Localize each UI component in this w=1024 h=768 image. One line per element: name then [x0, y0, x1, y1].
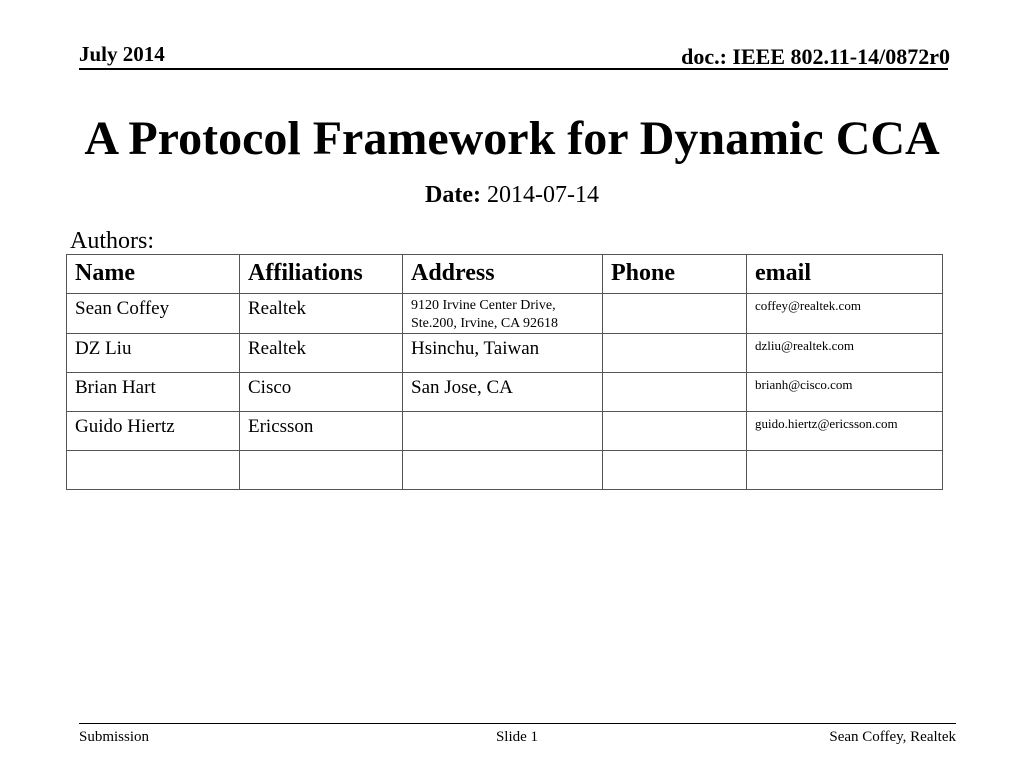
author-name: Guido Hiertz	[67, 412, 240, 451]
authors-label: Authors:	[70, 228, 154, 254]
slide-title: A Protocol Framework for Dynamic CCA	[84, 112, 940, 165]
table-row	[67, 334, 943, 373]
date-line	[0, 180, 1024, 210]
address-line-2: Ste.200, Irvine, CA 92618	[411, 316, 558, 331]
author-affiliation: Realtek	[240, 294, 403, 334]
author-name: Brian Hart	[67, 373, 240, 412]
table-row	[67, 451, 943, 490]
header-date: July 2014	[79, 42, 165, 66]
footer-author: Sean Coffey, Realtek	[829, 729, 956, 745]
table-row	[67, 373, 943, 412]
author-email: coffey@realtek.com	[747, 294, 943, 334]
header-divider	[79, 68, 948, 70]
header-doc-id: doc.: IEEE 802.11-14/0872r0	[681, 44, 950, 69]
column-header-address: Address	[403, 255, 603, 294]
column-header-affiliations: Affiliations	[240, 255, 403, 294]
author-affiliation: Realtek	[240, 334, 403, 373]
author-affiliation: Cisco	[240, 373, 403, 412]
address-line-1: 9120 Irvine Center Drive,	[411, 298, 556, 313]
table-row	[67, 294, 943, 334]
column-header-email: email	[747, 255, 943, 294]
author-affiliation: Ericsson	[240, 412, 403, 451]
author-phone	[603, 412, 747, 451]
author-address	[403, 451, 603, 490]
date-value: 2014-07-14	[486, 182, 599, 208]
author-phone	[603, 334, 747, 373]
author-address	[403, 294, 603, 334]
author-phone	[603, 373, 747, 412]
author-email: brianh@cisco.com	[747, 373, 943, 412]
author-address: Hsinchu, Taiwan	[403, 334, 603, 373]
author-name: DZ Liu	[67, 334, 240, 373]
footer-divider	[79, 723, 956, 724]
author-address: San Jose, CA	[403, 373, 603, 412]
table-header-row	[67, 255, 943, 294]
footer-submission: Submission	[79, 729, 150, 745]
author-address	[403, 412, 603, 451]
author-phone	[603, 294, 747, 334]
author-name: Sean Coffey	[67, 294, 240, 334]
author-name	[67, 451, 240, 490]
column-header-phone: Phone	[603, 255, 747, 294]
table-row	[67, 412, 943, 451]
author-email: guido.hiertz@ericsson.com	[747, 412, 943, 451]
authors-table	[66, 254, 943, 490]
author-email: dzliu@realtek.com	[747, 334, 943, 373]
column-header-name: Name	[67, 255, 240, 294]
author-phone	[603, 451, 747, 490]
footer-slide-number: Slide 1	[495, 729, 539, 745]
author-email	[747, 451, 943, 490]
author-affiliation	[240, 451, 403, 490]
date-label: Date:	[425, 182, 481, 208]
